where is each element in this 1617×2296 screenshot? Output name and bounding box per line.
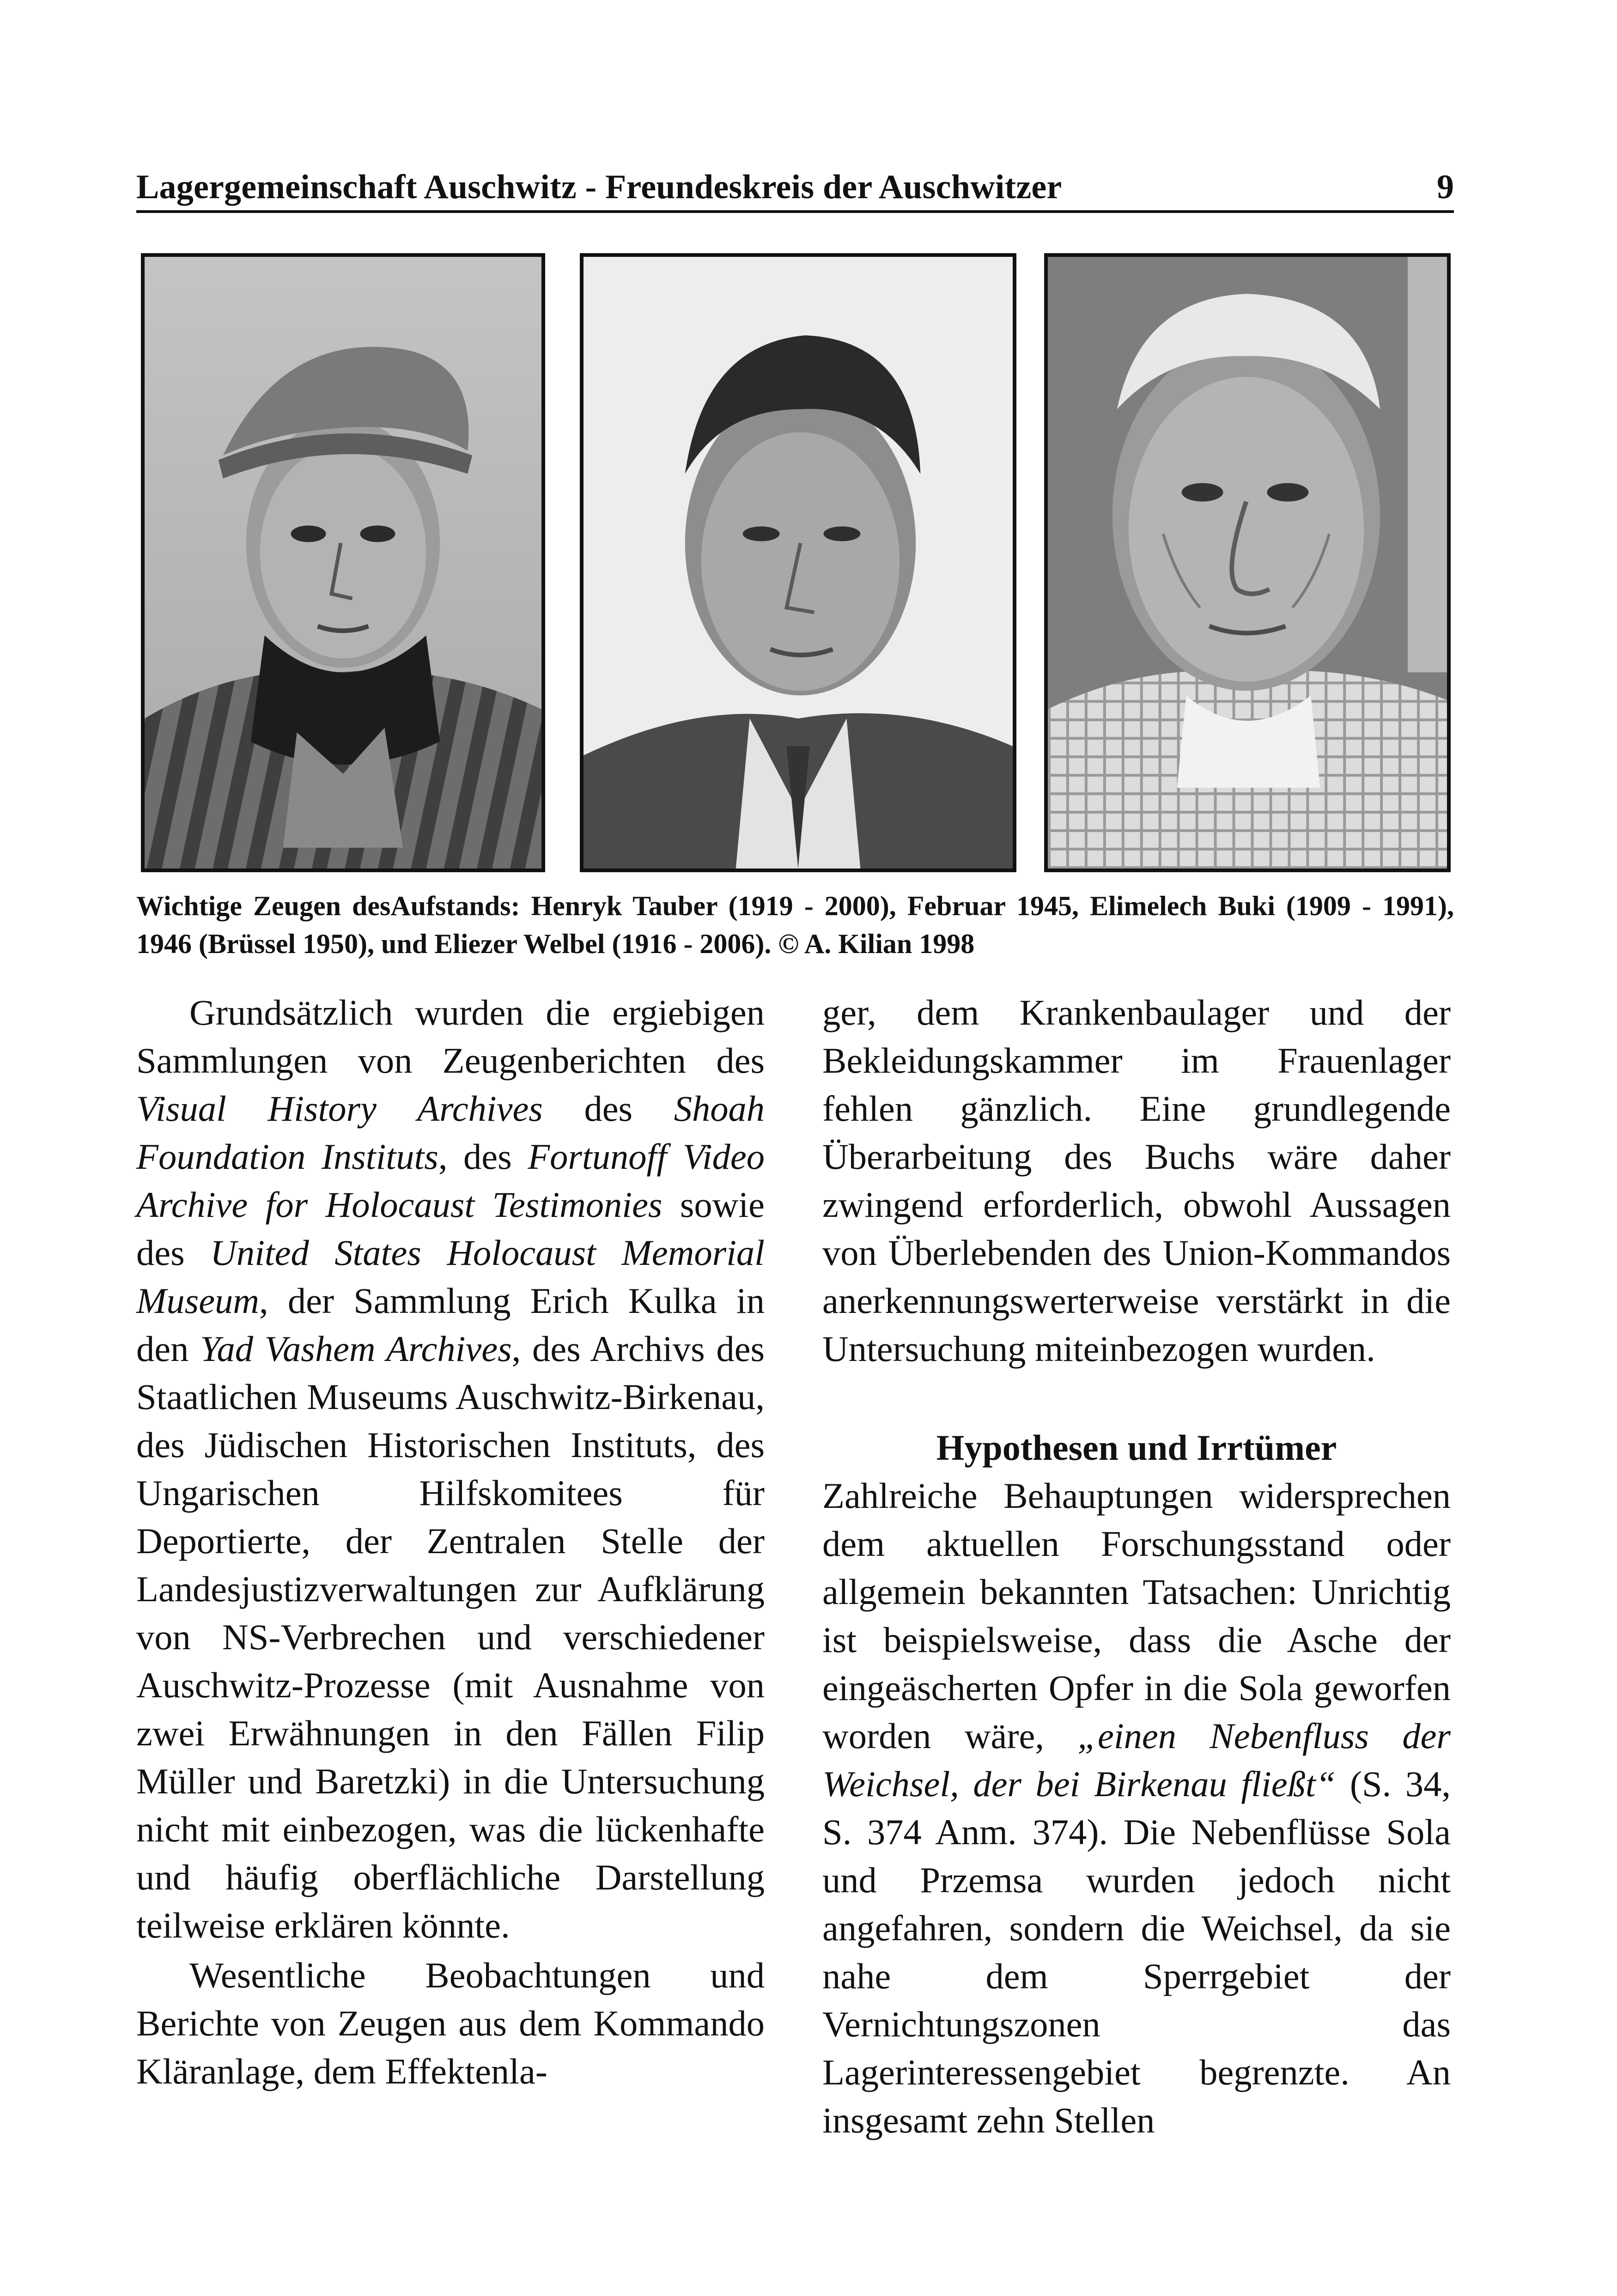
portrait-photo-3 bbox=[1044, 253, 1451, 872]
text-run: des bbox=[542, 1088, 674, 1129]
text-run: , des Archivs des Staatlichen Museums Auschwitz-Birkenau, des Jüdischen Historischen Instituts, des Ungarischen Hilfskomitees für Deportierte, der Zentralen Stelle der Landesjustizverwaltungen zur Aufklärung von NS-Verbrechen und verschiedener Auschwitz-Prozesse (mit Ausnahme von zwei Erwähnungen in den Fällen Filip Müller und Baretzki) in die Untersuchung nicht mit einbezogen, was die lückenhafte und häufig oberflächliche Darstellung teilweise erklären könnte. bbox=[136, 1329, 765, 1945]
text-run: (S. 34, S. 374 Anm. 374). Die Nebenflüsse Sola und Przemsa wurden jedoch nicht angefahren, sondern die Weichsel, da sie nahe dem Sperrgebiet der Vernichtungszonen das Lagerinteressengebiet begrenzte. An insgesamt zehn Stellen bbox=[822, 1764, 1451, 2140]
running-title: Lagergemeinschaft Auschwitz - Freundeskreis der Auschwitzer bbox=[136, 168, 1062, 206]
right-column bbox=[822, 989, 1451, 2144]
portrait-photo-2 bbox=[580, 253, 1016, 872]
page-header bbox=[136, 159, 1454, 213]
italic-title: Shoah Foundation Instituts bbox=[136, 1088, 765, 1177]
portrait-1-icon bbox=[145, 257, 541, 869]
paragraph: Wesentliche Beobachtungen und Berichte von Zeugen aus dem Kommando Kläranlage, dem Effektenla- bbox=[136, 1955, 765, 2091]
text-run: , der Sammlung Erich Kulka in den bbox=[136, 1281, 765, 1369]
left-column bbox=[136, 989, 765, 2096]
text-run: sowie des bbox=[136, 1184, 765, 1273]
section-heading: Hypothesen und Irrtümer bbox=[936, 1427, 1337, 1468]
italic-title: Fortunoff Video Archive for Holocaust Testimonies bbox=[136, 1136, 765, 1225]
text-run: Grundsätzlich wurden die ergiebigen Sammlungen von Zeugenberichten des bbox=[136, 992, 765, 1081]
paragraph bbox=[822, 1472, 1451, 2144]
italic-quote: „einen Nebenfluss der Weichsel, der bei Birkenau fließt“ bbox=[822, 1716, 1451, 1804]
portrait-2-icon bbox=[584, 257, 1013, 869]
paragraph bbox=[136, 989, 765, 1950]
portrait-3-icon bbox=[1048, 257, 1447, 869]
italic-title: Yad Vashem Archives bbox=[200, 1329, 512, 1369]
text-run: , des bbox=[438, 1136, 528, 1177]
italic-title: United States Holocaust Memorial Museum bbox=[136, 1233, 765, 1321]
portrait-photo-1 bbox=[141, 253, 545, 872]
text-run: Zahlreiche Behauptungen widersprechen dem aktuellen Forschungsstand oder allgemein bekannten Tatsachen: Unrichtig ist beispielsweise, dass die Asche der eingeäscherten Opfer in die Sola geworfen worden wäre, bbox=[822, 1476, 1451, 1756]
page-number: 9 bbox=[1437, 168, 1454, 206]
paragraph: ger, dem Krankenbaulager und der Bekleidungskammer im Frauenlager fehlen gänzlich. Eine grundlegende Überarbeitung des Buchs wäre daher zwingend erforderlich, obwohl Aussagen von Überlebenden des Union-Kommandos anerkennungswerterweise verstärkt in die Untersuchung miteinbezogen wurden. bbox=[822, 992, 1451, 1369]
figure-caption: Wichtige Zeugen desAufstands: Henryk Tauber (1919 - 2000), Februar 1945, Elimelech Buki (1909 - 1991), 1946 (Brüssel 1950), und Eliezer Welbel (1916 - 2006). © A. Kilian 1998 bbox=[136, 891, 1454, 959]
italic-title: Visual History Archives bbox=[136, 1088, 543, 1129]
